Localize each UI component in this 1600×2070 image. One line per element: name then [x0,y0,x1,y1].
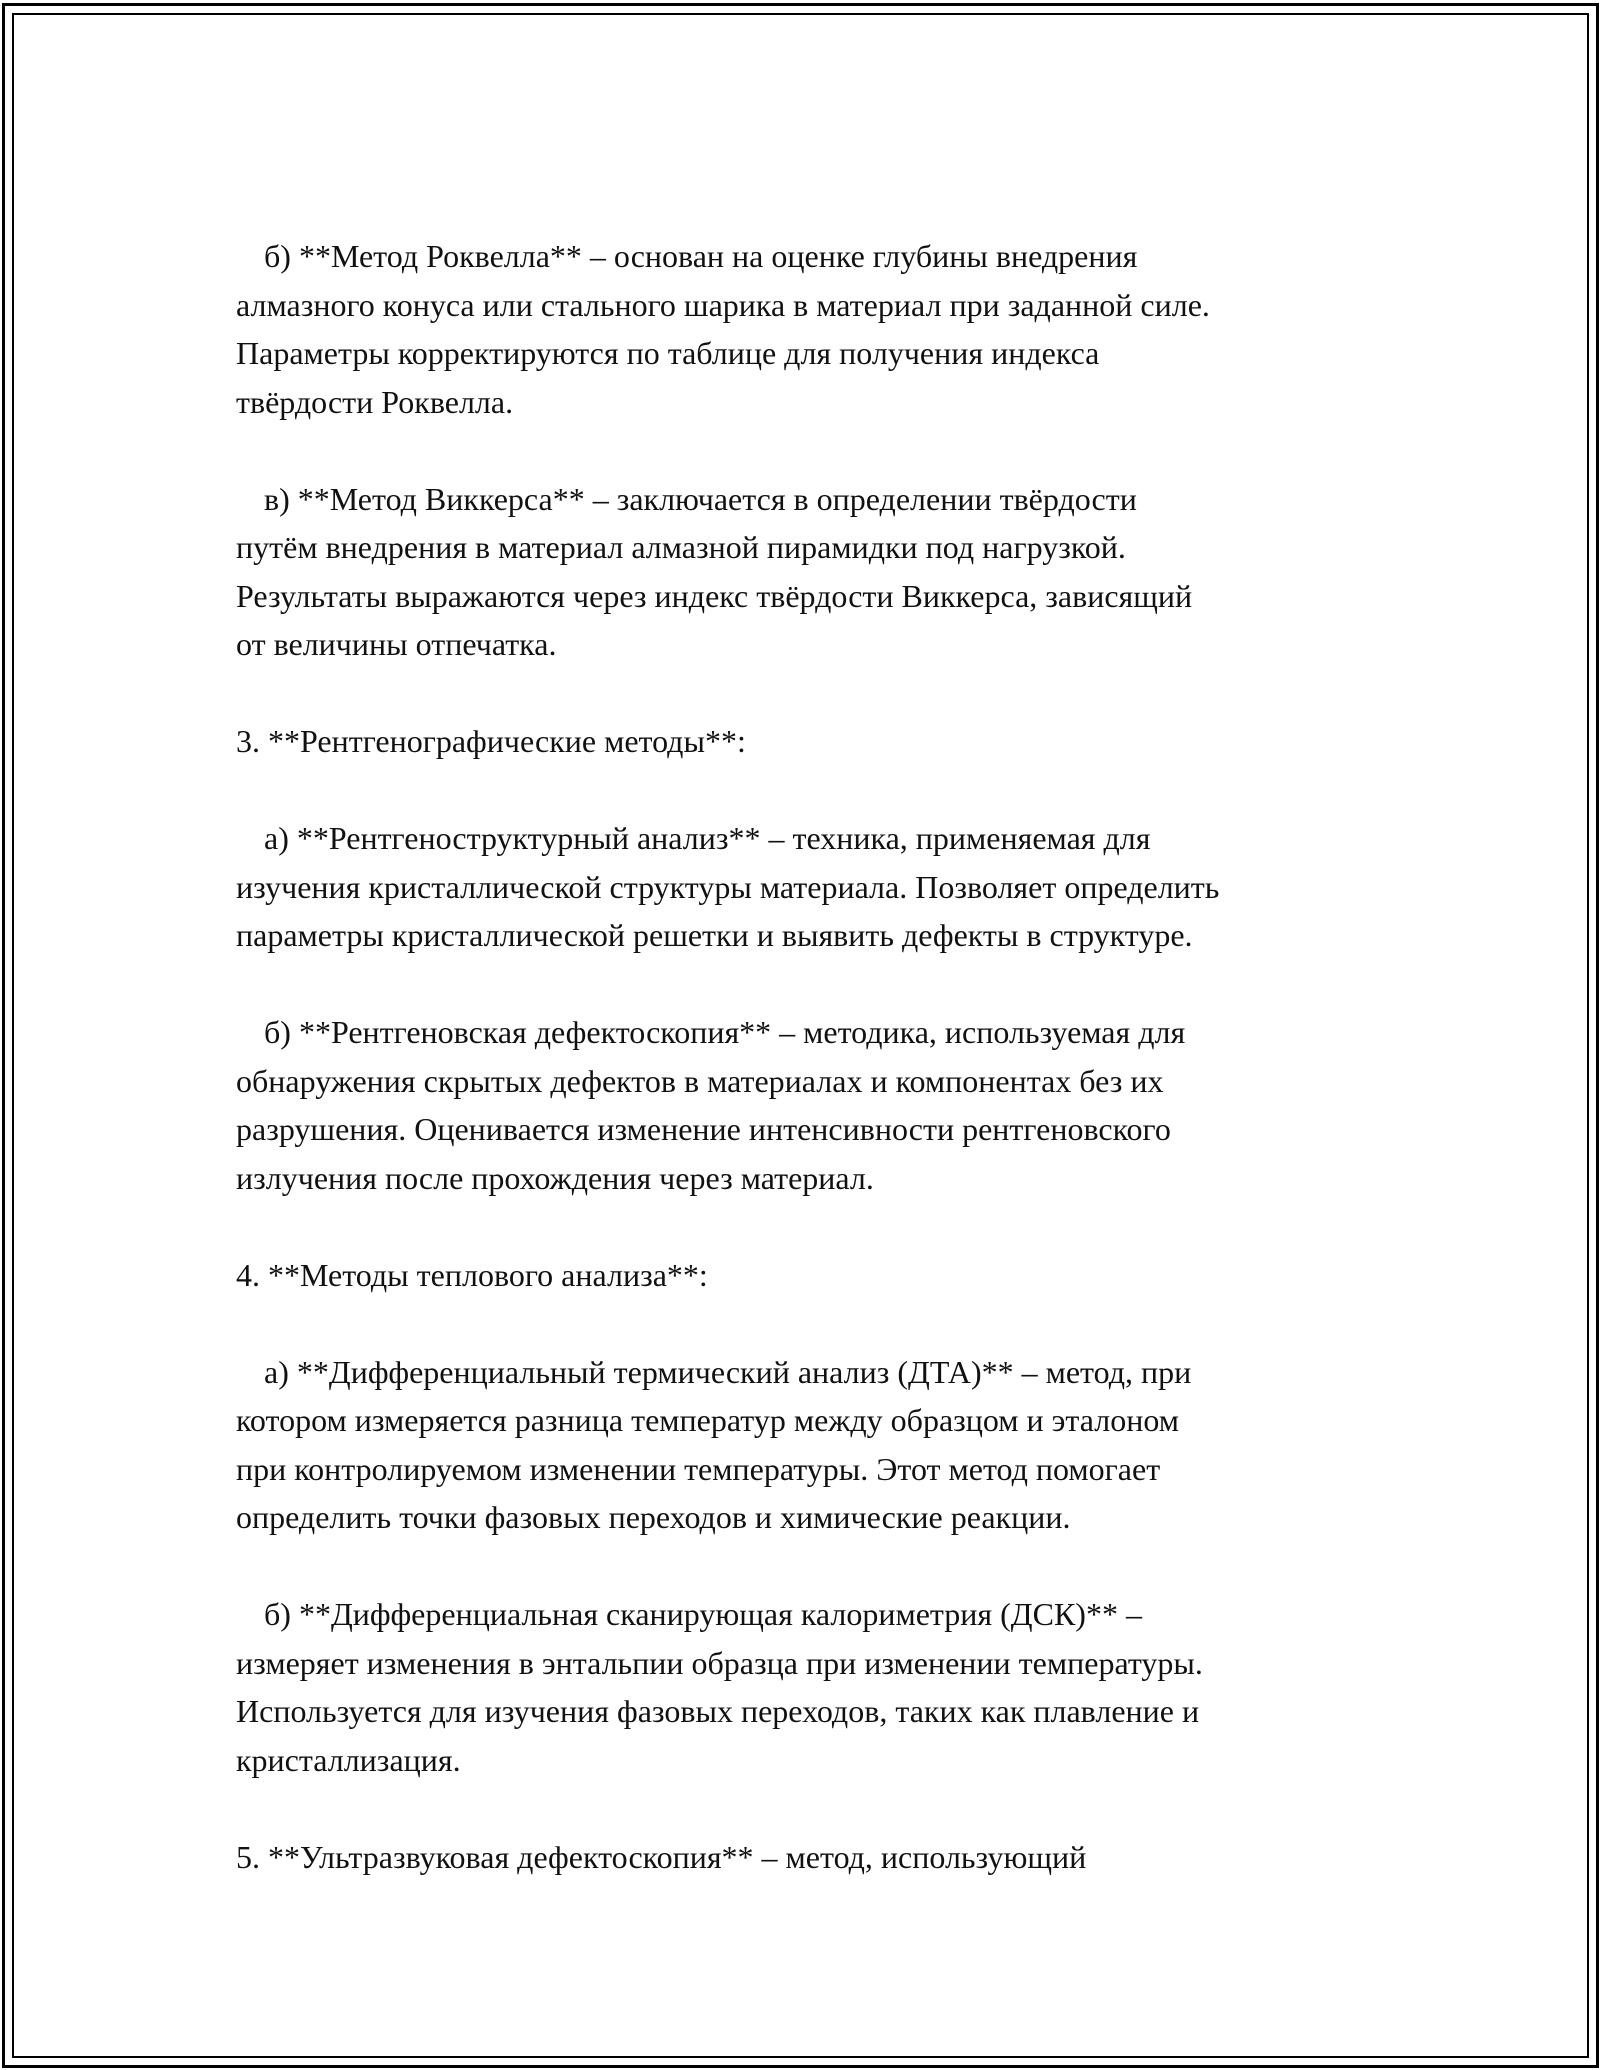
text-line: котором измеряется разница температур между образцом и эталоном [236,1402,1179,1438]
paragraph-xray-defectoscopy [236,1008,1396,1202]
text-line: а) **Дифференциальный термический анализ (ДТА)** – метод, при [264,1353,1192,1390]
text-line: от величины отпечатка. [236,626,557,662]
document-body [236,232,1396,1881]
text-line: Параметры корректируются по таблице для получения индекса [236,335,1100,371]
text-line: а) **Рентгеноструктурный анализ** – техника, применяемая для [264,820,1151,856]
paragraph-rockwell-method [236,232,1396,426]
paragraph-xray-structural-analysis [236,814,1396,960]
text-line: Используется для изучения фазовых переходов, таких как плавление и [236,1693,1200,1729]
text-line: алмазного конуса или стального шарика в материал при заданной силе. [236,286,1210,323]
text-line: б) **Дифференциальная сканирующая калориметрия (ДСК)** – [264,1596,1142,1632]
paragraph-vickers-method [236,475,1396,669]
text-line: Результаты выражаются через индекс твёрдости Виккерса, зависящий [236,577,1193,614]
section-heading-ultrasonic [236,1833,1396,1882]
text-line: разрушения. Оценивается изменение интенсивности рентгеновского [236,1111,1171,1147]
text-line: 4. **Методы теплового анализа**: [236,1256,708,1293]
section-heading-thermal-analysis [236,1251,1396,1300]
text-line: путём внедрения в материал алмазной пирамидки под нагрузкой. [236,529,1126,565]
text-line: 5. **Ультразвуковая дефектоскопия** – метод, использующий [236,1838,1087,1875]
text-line: изучения кристаллической структуры материала. Позволяет определить [236,868,1220,905]
text-line: в) **Метод Виккерса** – заключается в определении твёрдости [264,480,1137,517]
text-line: кристаллизация. [236,1741,461,1778]
text-line: параметры кристаллической решетки и выявить дефекты в структуре. [236,917,1193,953]
section-heading-xray-methods [236,717,1396,766]
text-line: твёрдости Роквелла. [236,383,514,420]
text-line: 3. **Рентгенографические методы**: [236,723,746,759]
text-line: обнаружения скрытых дефектов в материалах и компонентах без их [236,1062,1164,1099]
text-line: излучения после прохождения через материал. [236,1159,874,1196]
paragraph-thermal-dta [236,1348,1396,1542]
text-line: б) **Метод Роквелла** – основан на оценке глубины внедрения [264,238,1138,274]
text-line: определить точки фазовых переходов и химические реакции. [236,1499,1071,1535]
paragraph-thermal-dsc [236,1590,1396,1784]
text-line: б) **Рентгеновская дефектоскопия** – методика, используемая для [264,1014,1186,1050]
text-line: измеряет изменения в энтальпии образца при изменении температуры. [236,1644,1203,1681]
text-line: при контролируемом изменении температуры. Этот метод помогает [236,1450,1161,1487]
